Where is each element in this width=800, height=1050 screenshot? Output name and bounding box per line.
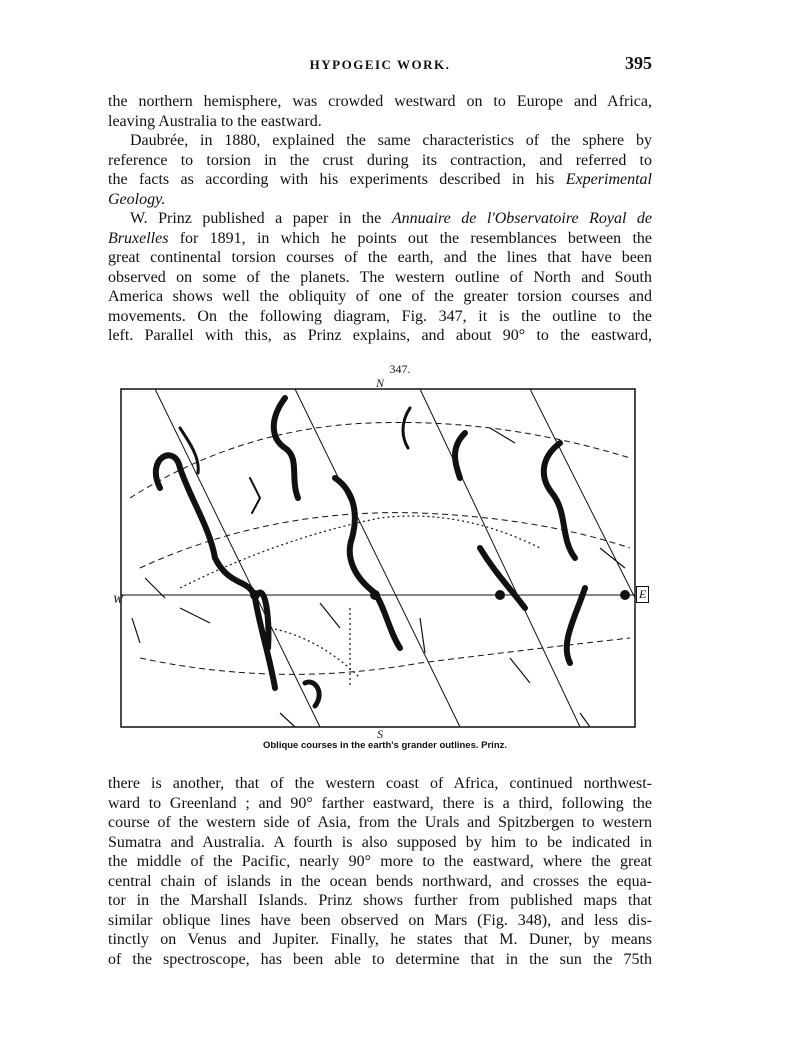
minor-strokes bbox=[132, 428, 625, 727]
text-line: tor in the Marshall Islands. Prinz shows further from published maps that bbox=[108, 892, 652, 909]
equator-marker bbox=[370, 590, 380, 600]
coastline-strokes bbox=[156, 398, 585, 706]
text-line: course of the western side of Asia, from the Urals and Spitzbergen to western bbox=[108, 814, 652, 831]
torsion-courses-map bbox=[120, 388, 636, 728]
text-line: W. Prinz published a paper in the Annuaire de l'Observatoire Royal de bbox=[130, 210, 653, 227]
equator-marker bbox=[495, 590, 505, 600]
text-line: the facts as according with his experiments described in his Experimental bbox=[108, 171, 652, 188]
text-line: Geology. bbox=[108, 190, 166, 208]
page-header bbox=[108, 53, 652, 81]
text-line: there is another, that of the western coast of Africa, continued northwest- bbox=[108, 775, 652, 792]
text-block-top bbox=[108, 92, 652, 346]
text-line: great continental torsion courses of the earth, and the lines that have been bbox=[108, 249, 652, 266]
text-line: of the spectroscope, has been able to determine that in the sun the 75th bbox=[108, 950, 652, 968]
dotted-courses bbox=[180, 516, 540, 688]
text-line: Sumatra and Australia. A fourth is also supposed by him to be indicated in bbox=[108, 833, 652, 851]
text-line: movements. On the following diagram, Fig. 347, it is the outline to the bbox=[108, 307, 652, 325]
figure-caption: Oblique courses in the earth's grander outlines. Prinz. bbox=[262, 740, 508, 751]
compass-south-label: S bbox=[377, 727, 383, 741]
figure-number: 347. bbox=[389, 362, 411, 376]
text-line: left. Parallel with this, as Prinz explains, and about 90° to the eastward, bbox=[108, 327, 652, 344]
text-line: tinctly on Venus and Jupiter. Finally, he states that M. Duner, by means bbox=[108, 931, 652, 948]
equator-marker bbox=[620, 590, 630, 600]
text-block-bottom bbox=[108, 774, 652, 969]
compass-north-label: N bbox=[375, 376, 384, 390]
text-line: leaving Australia to the eastward. bbox=[108, 112, 322, 130]
text-line: observed on some of the planets. The western outline of North and South bbox=[108, 268, 652, 286]
text-line: reference to torsion in the crust during its contraction, and referred to bbox=[108, 151, 652, 169]
text-line: ward to Greenland ; and 90° farther eastward, there is a third, following the bbox=[108, 794, 652, 812]
text-line: the middle of the Pacific, nearly 90° more to the eastward, where the great bbox=[108, 853, 652, 870]
dashed-latitude-curves bbox=[130, 422, 630, 674]
compass-east-label: E bbox=[636, 586, 649, 603]
running-title: HYPOGEIC WORK. bbox=[309, 57, 451, 72]
compass-west-label: W bbox=[113, 592, 123, 606]
text-line: Bruxelles for 1891, in which he points out the resemblances between the bbox=[108, 229, 653, 247]
oblique-meridian-lines bbox=[155, 389, 635, 727]
page-number: 395 bbox=[625, 53, 652, 73]
text-line: the northern hemisphere, was crowded westward on to Europe and Africa, bbox=[108, 93, 652, 110]
text-line: similar oblique lines have been observed on Mars (Fig. 348), and less dis- bbox=[108, 911, 652, 929]
text-line: America shows well the obliquity of one of the greater torsion courses and bbox=[108, 288, 652, 305]
equator-marker bbox=[250, 590, 260, 600]
text-line: central chain of islands in the ocean bends northward, and crosses the equa- bbox=[108, 872, 652, 890]
text-line: Daubrée, in 1880, explained the same characteristics of the sphere by bbox=[130, 132, 652, 149]
